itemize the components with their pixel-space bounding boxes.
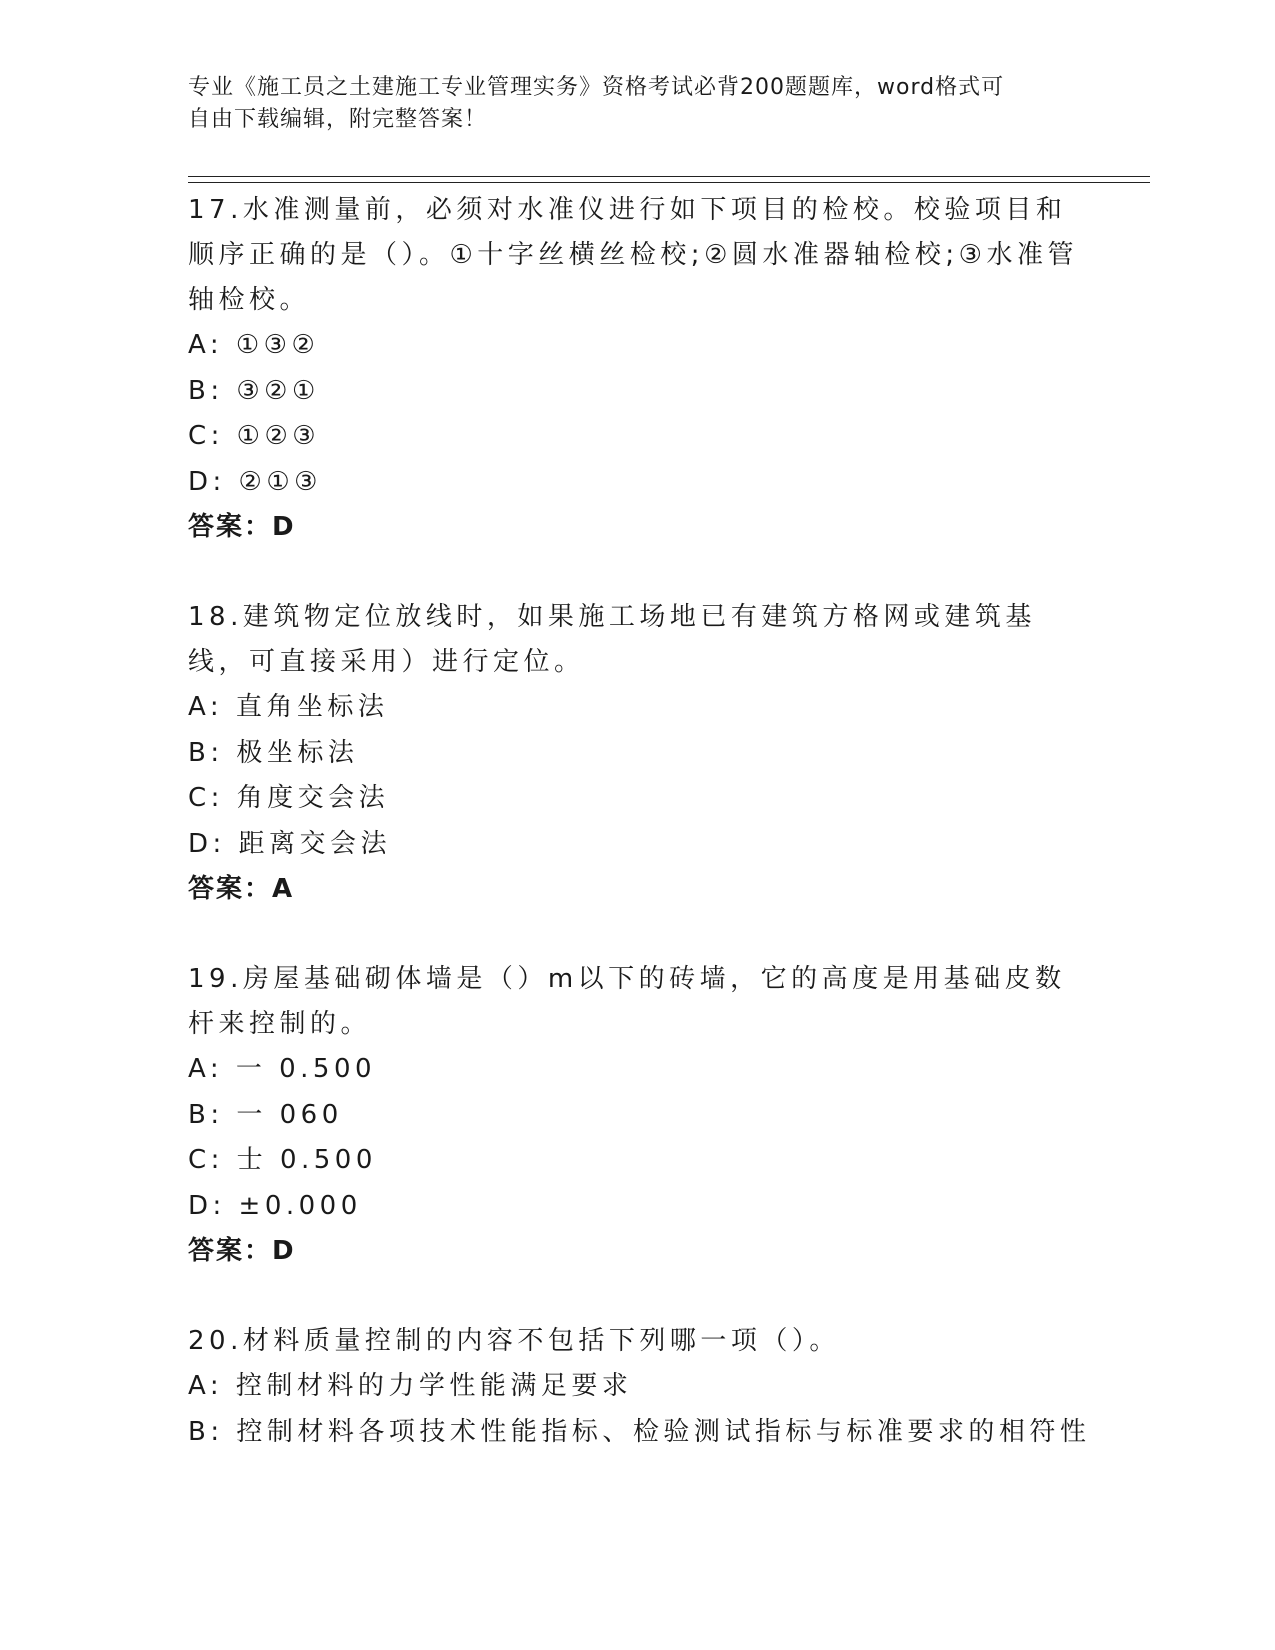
document-header: [188, 72, 1068, 136]
option-b: B: 控制材料各项技术性能指标、检验测试指标与标准要求的相符性: [188, 1416, 1091, 1447]
question-19: [188, 957, 1088, 1274]
option-c: C: ①②③: [188, 421, 321, 451]
header-line-2: 自由下载编辑，附完整答案！: [188, 107, 488, 132]
option-a: A: 控制材料的力学性能满足要求: [188, 1371, 633, 1401]
option-b: B: 一 060: [188, 1099, 343, 1130]
question-20: [188, 1319, 1091, 1455]
header-divider-bottom: [188, 182, 1150, 183]
question-list: [188, 188, 1091, 1500]
option-d: D: ②①③: [188, 466, 322, 497]
header-line-1: 专业《施工员之土建施工专业管理实务》资格考试必背200题题库，word格式可: [188, 75, 1005, 100]
question-text: 20.材料质量控制的内容不包括下列哪一项（）。: [188, 1326, 840, 1356]
option-c: C: 角度交会法: [188, 783, 390, 813]
option-a: A: 一 0.500: [188, 1054, 377, 1084]
question-17: [188, 188, 1088, 550]
option-d: D: 距离交会法: [188, 828, 392, 859]
header-divider-top: [188, 176, 1150, 177]
option-a: A: 直角坐标法: [188, 692, 389, 722]
option-a: A: ①③②: [188, 330, 320, 360]
option-b: B: ③②①: [188, 375, 320, 406]
option-c: C: 士 0.500: [188, 1145, 377, 1175]
answer: 答案：D: [188, 512, 296, 542]
option-b: B: 极坐标法: [188, 737, 359, 768]
question-text: 17.水准测量前，必须对水准仪进行如下项目的检校。校验项目和顺序正确的是（）。①十字丝横丝检校;②圆水准器轴检校;③水准管轴检校。: [188, 195, 1078, 315]
answer: 答案：A: [188, 874, 295, 904]
question-text: 18.建筑物定位放线时，如果施工场地已有建筑方格网或建筑基线，可直接采用）进行定位。: [188, 602, 1036, 677]
option-d: D: ±0.000: [188, 1190, 362, 1221]
question-text: 19.房屋基础砌体墙是（）m以下的砖墙，它的高度是用基础皮数杆来控制的。: [188, 964, 1066, 1039]
question-18: [188, 595, 1088, 912]
answer: 答案：D: [188, 1236, 296, 1266]
